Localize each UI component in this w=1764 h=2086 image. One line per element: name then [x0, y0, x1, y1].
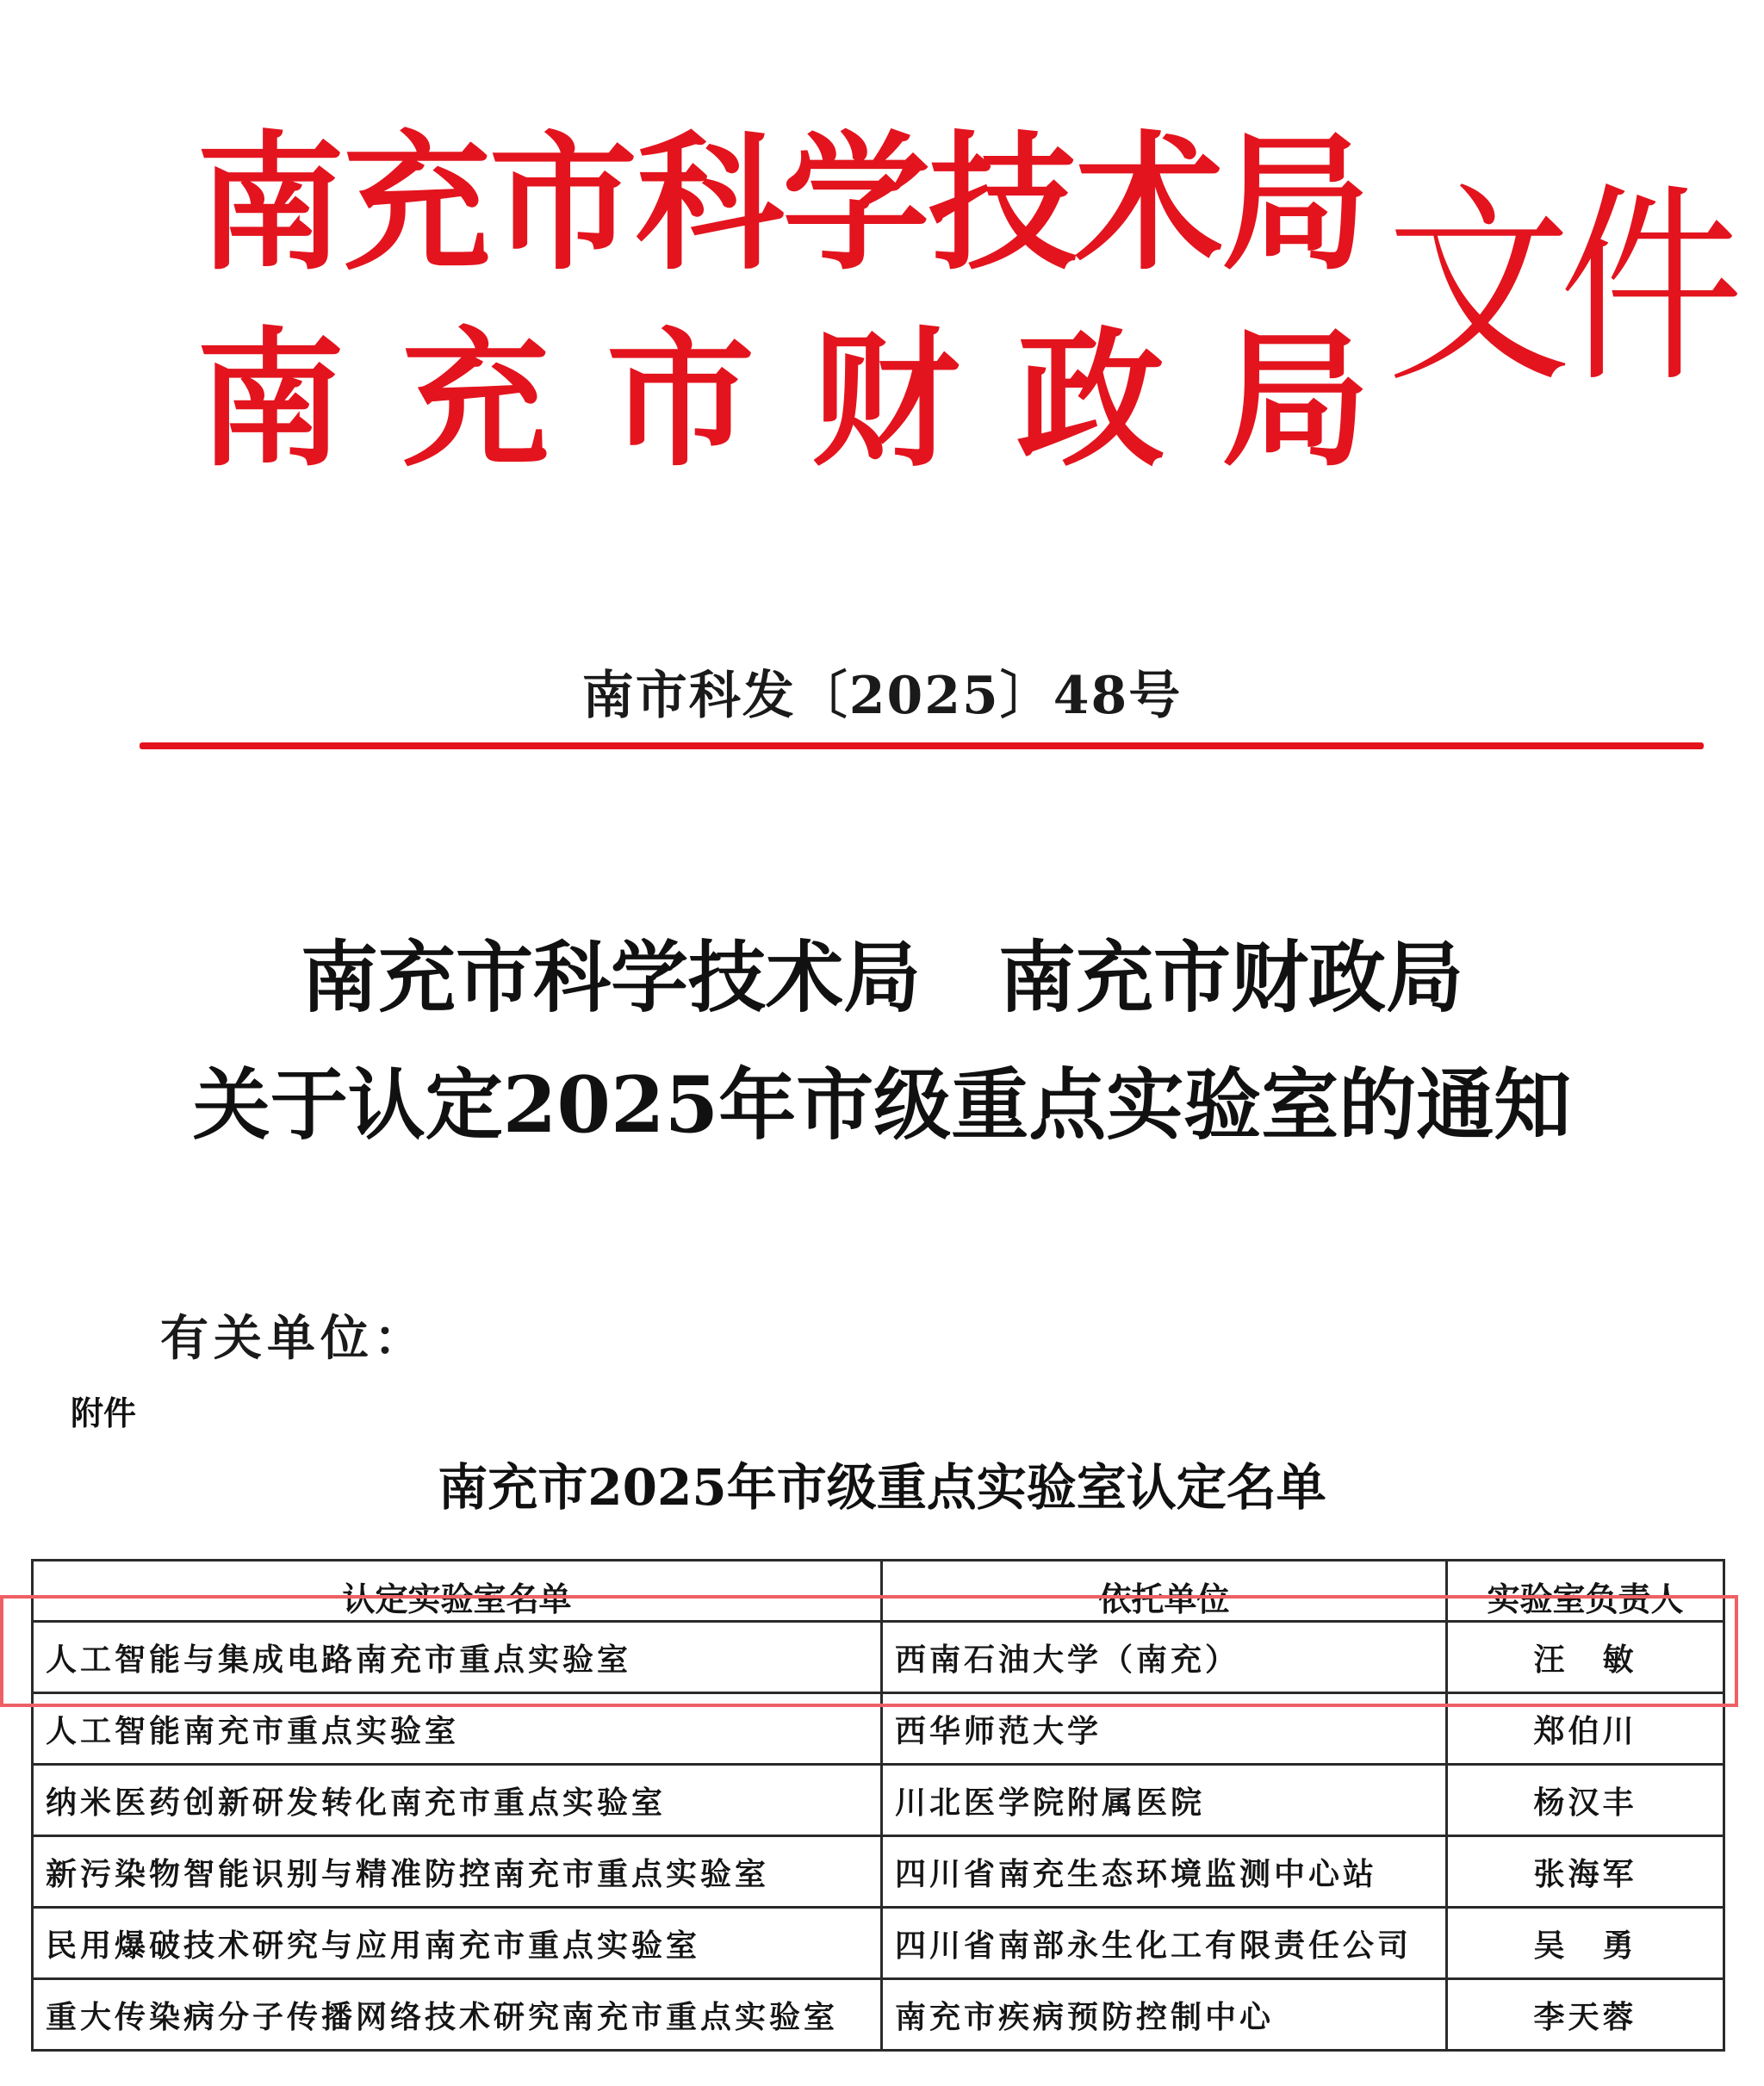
table-row — [33, 1836, 1724, 1908]
table-row — [33, 1979, 1724, 2051]
lab-name-cell: 人工智能南充市重点实验室 — [33, 1693, 882, 1765]
table-row — [33, 1908, 1724, 1979]
red-divider — [140, 742, 1704, 749]
host-unit-cell: 南充市疾病预防控制中心 — [882, 1979, 1447, 2051]
table-row — [33, 1765, 1724, 1836]
host-unit-cell: 川北医学院附属医院 — [882, 1765, 1447, 1836]
header-lab-head: 实验室负责人 — [1447, 1561, 1724, 1622]
lab-head-cell: 李天蓉 — [1447, 1979, 1724, 2051]
letterhead-char: 科 — [636, 115, 784, 290]
document-number: 南市科发〔2025〕48号 — [581, 666, 1183, 726]
lab-name-cell: 纳米医药创新研发转化南充市重点实验室 — [33, 1765, 882, 1836]
host-unit-cell: 西华师范大学 — [882, 1693, 1447, 1765]
letterhead-char: 学 — [782, 115, 930, 290]
letterhead-char: 局 — [1221, 312, 1370, 487]
letterhead-row-1 — [196, 115, 1370, 290]
lab-head-cell: 郑伯川 — [1447, 1693, 1724, 1765]
title-line-2: 关于认定2025年市级重点实验室的通知 — [192, 1059, 1572, 1151]
letterhead-char: 南 — [196, 312, 345, 487]
title-issuer-1: 南充市科学技术局 — [301, 932, 921, 1023]
lab-head-cell: 杨汉丰 — [1447, 1765, 1724, 1836]
letterhead-char: 政 — [1016, 312, 1165, 487]
salutation: 有关单位： — [160, 1310, 427, 1367]
letterhead-char: 技 — [929, 115, 1077, 290]
header-lab-name: 认定实验室名单 — [33, 1561, 882, 1622]
host-unit-cell: 西南石油大学（南充） — [882, 1622, 1447, 1693]
title-issuer-2: 南充市财政局 — [998, 932, 1463, 1023]
lab-head-cell: 汪 敏 — [1447, 1622, 1724, 1693]
letterhead-char: 财 — [811, 312, 960, 487]
attachment-label: 附件 — [71, 1394, 137, 1432]
highlight-box — [0, 1595, 1738, 1707]
letterhead-char: 术 — [1075, 115, 1223, 290]
list-title: 南充市2025年市级重点实验室认定名单 — [438, 1458, 1326, 1517]
lab-name-cell: 新污染物智能识别与精准防控南充市重点实验室 — [33, 1836, 882, 1908]
title-line-1 — [0, 932, 1764, 1023]
lab-name-cell: 重大传染病分子传播网络技术研究南充市重点实验室 — [33, 1979, 882, 2051]
letterhead-row-2 — [196, 312, 1370, 487]
lab-name-cell: 人工智能与集成电路南充市重点实验室 — [33, 1622, 882, 1693]
letterhead-char: 局 — [1221, 115, 1370, 290]
letterhead-char: 南 — [196, 115, 345, 290]
letterhead-char: 市 — [606, 312, 755, 487]
host-unit-cell: 四川省南部永生化工有限责任公司 — [882, 1908, 1447, 1979]
letterhead-char: 充 — [343, 115, 491, 290]
letterhead-char: 市 — [489, 115, 637, 290]
lab-head-cell: 吴 勇 — [1447, 1908, 1724, 1979]
header-host-unit: 依托单位 — [882, 1561, 1447, 1622]
lab-head-cell: 张海军 — [1447, 1836, 1724, 1908]
letterhead-char: 充 — [401, 312, 550, 487]
lab-name-cell: 民用爆破技术研究与应用南充市重点实验室 — [33, 1908, 882, 1979]
letterhead-suffix: 文件 — [1387, 165, 1731, 412]
host-unit-cell: 四川省南充生态环境监测中心站 — [882, 1836, 1447, 1908]
